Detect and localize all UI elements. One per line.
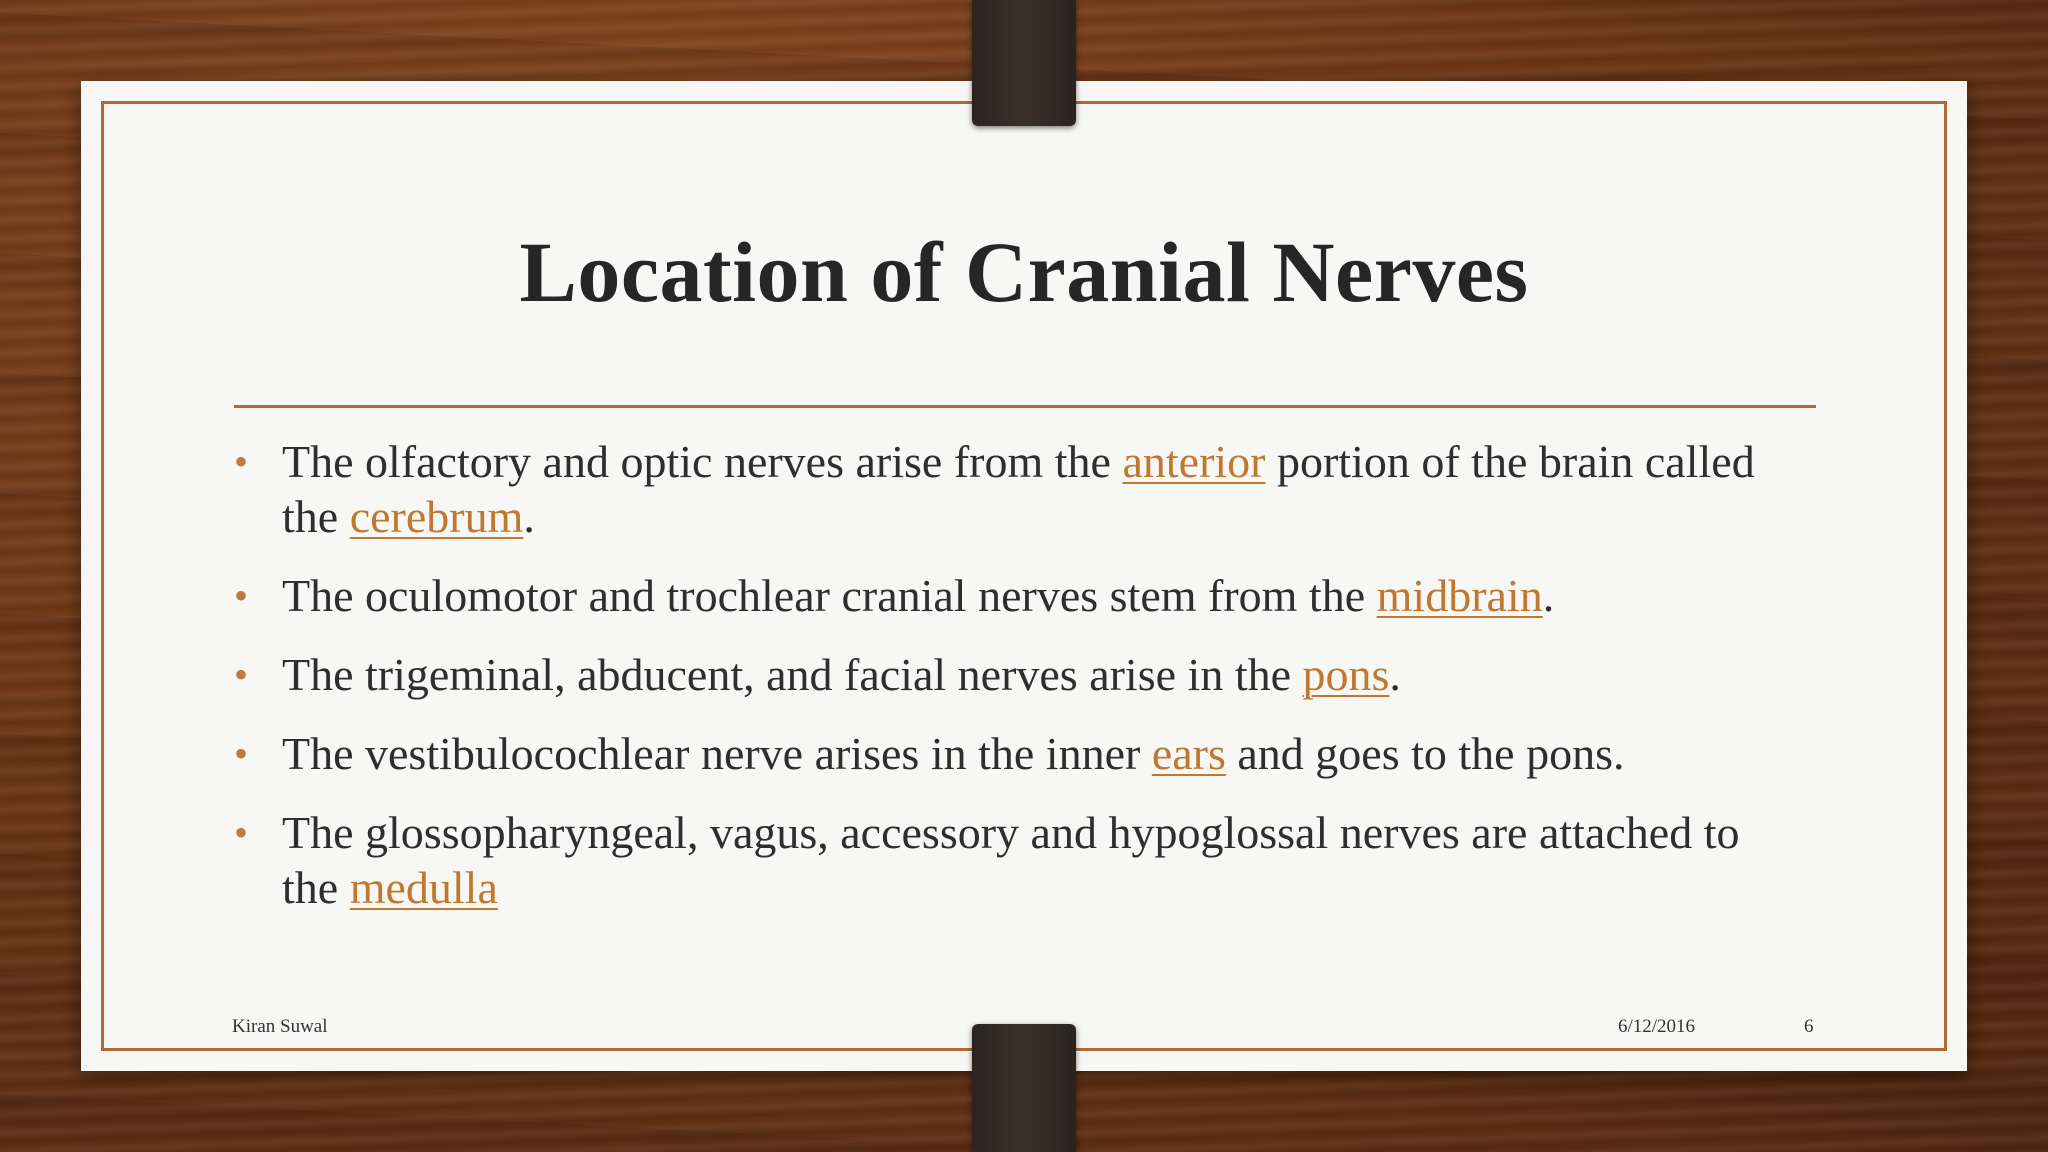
hyperlink-midbrain[interactable]: midbrain [1376,570,1543,621]
hyperlink-ears[interactable]: ears [1151,728,1226,779]
bullet-item [234,568,1794,623]
hyperlink-cerebrum[interactable]: cerebrum [349,491,524,542]
bullet-item [234,805,1794,915]
bullet-point-icon: • [234,652,249,697]
bullet-point-icon: • [234,731,249,776]
slide-title: Location of Cranial Nerves [519,224,1529,320]
bullet-point-icon: • [234,439,249,484]
bullet-item [234,726,1794,781]
hyperlink-pons[interactable]: pons [1302,649,1390,700]
hyperlink-medulla[interactable]: medulla [349,862,498,913]
bullet-text: . [1542,570,1555,621]
bullet-point-icon: • [234,573,249,618]
bullet-text: The oculomotor and trochlear cranial nerves stem from the [282,570,1377,621]
binder-clip-top [972,0,1076,126]
bullet-text: The vestibulocochlear nerve arises in the inner [282,728,1152,779]
title-divider [234,405,1816,408]
bullet-text: The trigeminal, abducent, and facial nerves arise in the [282,649,1303,700]
bullet-item [234,434,1794,544]
binder-clip-bottom [972,1024,1076,1152]
bullet-text: . [523,491,535,542]
bullet-item [234,647,1794,702]
bullet-text: The olfactory and optic nerves arise from the [282,436,1123,487]
bullet-point-icon: • [234,810,249,855]
footer-page-number: 6 [1804,1016,1814,1037]
footer-author: Kiran Suwal [232,1016,328,1037]
bullet-text: The glossopharyngeal, vagus, accessory and hypoglossal nerves are attached to the [282,807,1740,913]
footer-date: 6/12/2016 [1618,1016,1696,1037]
bullet-text: . [1389,649,1401,700]
bullet-text: portion of the brain called the [282,436,1755,542]
bullet-list [234,434,1794,939]
hyperlink-anterior[interactable]: anterior [1122,436,1266,487]
bullet-text: and goes to the pons. [1225,728,1625,779]
